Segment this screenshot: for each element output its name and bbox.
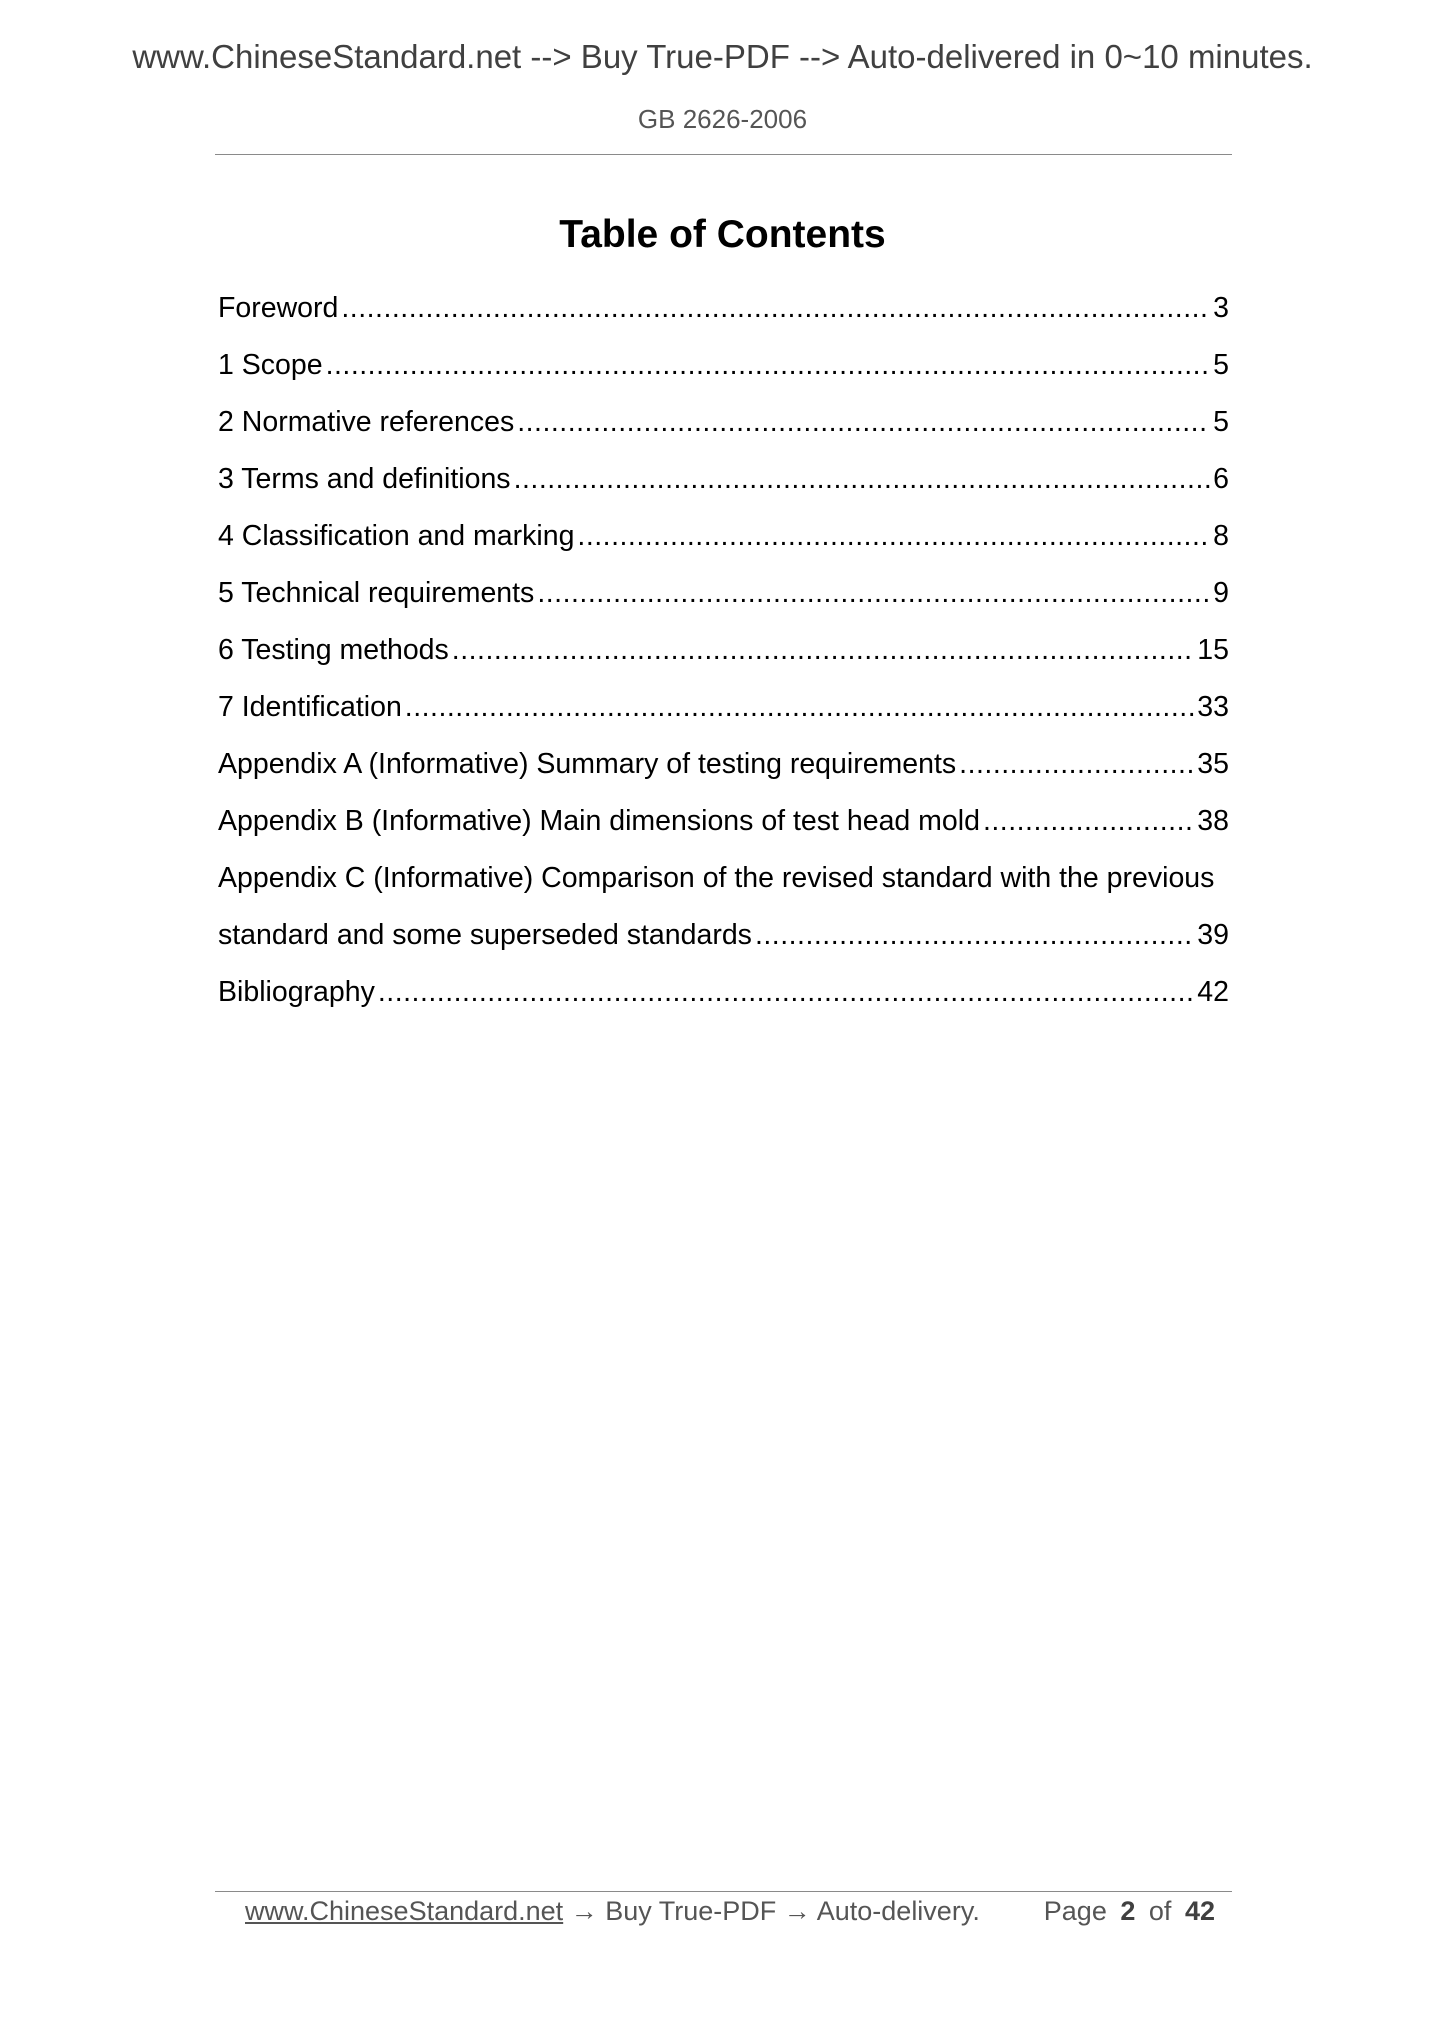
toc-dot-leader [959,736,1194,793]
toc-entry-page: 9 [1213,577,1229,609]
toc-entry-normative-references[interactable] [218,394,1229,451]
toc-entry-page: 5 [1213,406,1229,438]
toc-entry-title: 4 Classification and marking [218,520,575,552]
toc-entry-page: 42 [1197,976,1229,1008]
toc-entry-technical-requirements[interactable] [218,565,1229,622]
top-banner: www.ChineseStandard.net --> Buy True-PDF --> Auto-delivered in 0~10 minutes. [132,38,1313,75]
toc-entry-title: 3 Terms and definitions [218,463,511,495]
toc-entry-page: 35 [1197,748,1229,780]
header-divider [215,154,1232,155]
footer-promo-text: → Buy True-PDF → Auto-delivery. [563,1896,980,1926]
toc-entry-title: Appendix C (Informative) Comparison of the revised standard with the previous [218,862,1215,894]
footer-divider [215,1891,1232,1892]
toc-dot-leader [326,337,1211,394]
toc-entry-scope[interactable] [218,337,1229,394]
toc-dot-leader [755,907,1194,964]
toc-dot-leader [577,508,1210,565]
toc-entry-title: standard and some superseded standards [218,919,752,951]
toc-entry-appendix-a[interactable] [218,736,1229,793]
toc-entry-page: 38 [1197,805,1229,837]
toc-entry-title: Appendix A (Informative) Summary of testing requirements [218,748,957,780]
toc-entry-page: 39 [1197,919,1229,951]
toc-dot-leader [983,793,1194,850]
toc-entry-page: 5 [1213,349,1229,381]
page-label: Page [1043,1896,1107,1926]
page-current: 2 [1120,1896,1136,1926]
toc-dot-leader [378,964,1194,1021]
toc-entry-title: 1 Scope [218,349,323,381]
toc-entry-page: 8 [1213,520,1229,552]
page-of-label: of [1148,1896,1172,1926]
toc-dot-leader [514,451,1211,508]
toc-entry-title: 2 Normative references [218,406,515,438]
toc-entry-appendix-c-line2[interactable] [218,907,1229,964]
toc-entry-terms-and-definitions[interactable] [218,451,1229,508]
toc-entry-title: 6 Testing methods [218,634,449,666]
document-code: GB 2626-2006 [637,104,808,134]
toc-entry-title: Foreword [218,292,339,324]
toc-entry-page: 6 [1213,463,1229,495]
toc-entry-title: Appendix B (Informative) Main dimensions of test head mold [218,805,980,837]
page-total: 42 [1184,1896,1215,1926]
toc-dot-leader [405,679,1195,736]
toc-entry-page: 15 [1197,634,1229,666]
toc-entry-testing-methods[interactable] [218,622,1229,679]
toc-dot-leader [341,280,1210,337]
toc-entry-page: 3 [1213,292,1229,324]
table-of-contents [218,280,1229,1021]
page-indicator [1044,1896,1215,1927]
toc-entry-foreword[interactable] [218,280,1229,337]
toc-entry-classification-and-marking[interactable] [218,508,1229,565]
footer-promo [245,1896,980,1927]
toc-entry-appendix-b[interactable] [218,793,1229,850]
toc-dot-leader [537,565,1210,622]
toc-title: Table of Contents [559,213,886,256]
toc-dot-leader [452,622,1195,679]
footer-site-link[interactable]: www.ChineseStandard.net [245,1896,564,1926]
toc-entry-identification[interactable] [218,679,1229,736]
page-footer [245,1896,1215,1927]
toc-entry-title: 5 Technical requirements [218,577,535,609]
toc-entry-page: 33 [1197,691,1229,723]
toc-entry-title: Bibliography [218,976,375,1008]
toc-dot-leader [517,394,1210,451]
toc-entry-bibliography[interactable] [218,964,1229,1021]
toc-entry-appendix-c-line1[interactable] [218,850,1229,907]
toc-entry-title: 7 Identification [218,691,402,723]
